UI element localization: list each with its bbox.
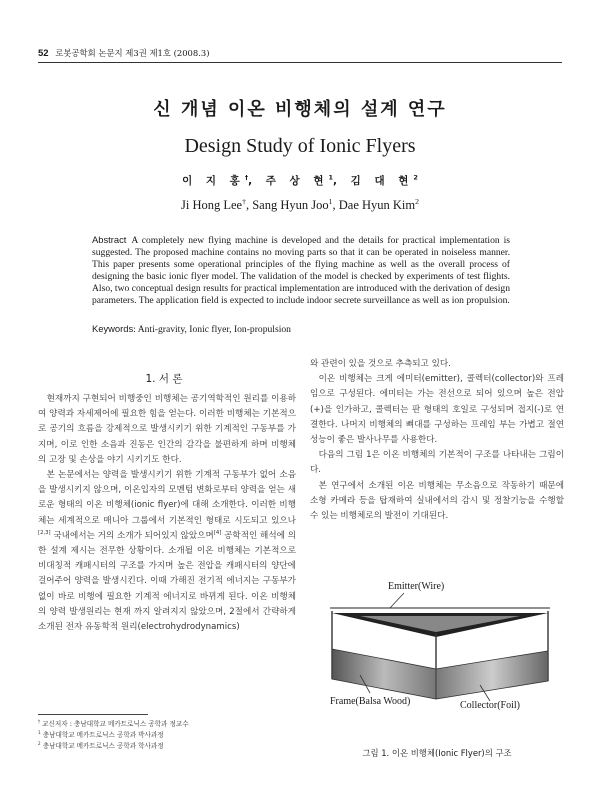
author-2-ko-mark: 1 [328, 173, 333, 182]
footnote-rule [38, 714, 148, 715]
keywords-text: : Anti-gravity, Ionic flyer, Ion-propulsion [133, 324, 291, 335]
paragraph: 본 연구에서 소개된 이온 비행체는 무소음으로 작동하기 때문에 소형 카메라 등을 탑재하여 실내에서의 감시 및 정찰기능을 수행할 수 있는 비행체로의 발전이 기대된다. [310, 480, 564, 522]
paragraph: 다음의 그림 1은 이온 비행체의 기본적이 구조를 나타내는 그림이다. [310, 450, 564, 476]
author-3-en: Dae Hyun Kim [338, 198, 416, 212]
footnote-text: 충남대학교 메카트로닉스 공학과 학사과정 [42, 742, 164, 750]
paragraph-text: 국내에서는 거의 소개가 되어있지 않았으며 [50, 530, 214, 541]
author-1-ko-mark: † [244, 173, 249, 182]
author-3-ko-mark: 2 [413, 173, 418, 182]
right-column [310, 357, 564, 524]
paragraph: 와 관련이 있을 것으로 추측되고 있다. [310, 359, 451, 369]
running-header [38, 47, 209, 59]
footnote-mark: 2 [38, 740, 41, 746]
footnote-text: 충남대학교 메카트로닉스 공학과 박사과정 [42, 731, 164, 739]
pointer-emitter [390, 593, 404, 608]
footnote-text: 교신저자 : 충남대학교 메카트로닉스 공학과 정교수 [42, 720, 189, 728]
journal-name: 로봇공학회 논문지 제3권 제1호 (2008.3) [55, 48, 210, 58]
author-2-ko: 주 상 현 [265, 175, 329, 187]
page-number: 52 [38, 48, 49, 59]
paragraph: 현재까지 구현되어 비행중인 비행체는 공기역학적인 원리를 이용하여 양력과 자세제어에 필요한 힘을 얻는다. 이러한 비행체는 기본적으로 공기의 흐름을 강제적으로 발생시키기 위한 기계적인 구동부를 가지며, 이로 인한 소음과 진동은 인간의 감각을 불편하게 하며 비행체의 고장 및 손상을 야기 시키기도 한다. [38, 394, 296, 465]
left-column [38, 392, 296, 635]
footnote-mark: † [38, 718, 41, 724]
title-english: Design Study of Ionic Flyers [184, 135, 416, 157]
citation: [4] [213, 529, 222, 536]
footnote [38, 730, 298, 741]
authors-english: Ji Hong Lee†, Sang Hyun Joo$^1$, Dae Hyun Kim$^2$ [180, 196, 419, 212]
header-rule [38, 62, 562, 63]
label-frame: Frame(Balsa Wood) [330, 696, 411, 707]
abstract-text: A completely new flying machine is developed and the details for practical implementation is suggested. The proposed machine contains no moving parts so that it can be operated in noiseless manner. This paper presents some operational principles of the flying machine as well as the overall process of designing the basic ionic flyer model. The validation of the model is checked by experiments of test flights. Also, two conceptual design results for practical implementation are introduced with the derivation of design parameters. The application field is expected to include indoor secrete surveillance as well as ion propulsion. [92, 235, 511, 307]
figure-ionic-flyer [320, 575, 570, 725]
label-collector: Collector(Foil) [460, 700, 520, 711]
footnote-mark: 1 [38, 729, 41, 735]
paragraph-text: 본 논문에서는 양력을 발생시키기 위한 기계적 구동부가 없어 소음을 발생시키지 않으며, 이온입자의 모멘텀 변화로부터 양력을 얻는 새로운 형태의 이온 비행체(ionic flyer)에 대해 소개한다. 이러한 비행체는 세계적으로 매니아 그룹에서 기본적인 형태로 시도되고 있으나 [38, 470, 296, 526]
author-3-ko: 김 대 현 [350, 175, 414, 187]
footnotes [38, 719, 298, 752]
footnote [38, 719, 298, 730]
keywords [92, 323, 510, 335]
collector-foil-left [332, 649, 436, 699]
footnote [38, 741, 298, 752]
figure-caption: 그림 1. 이온 비행체(Ionic Flyer)의 구조 [362, 748, 512, 758]
author-3-en-mark: 2 [415, 196, 419, 206]
title-korean: 신 개념 이온 비행체의 설계 연구 [153, 99, 447, 120]
abstract-label: Abstract [92, 234, 127, 245]
keywords-label: Keywords [92, 323, 134, 334]
paragraph: 이온 비행체는 크게 에미터(emitter), 콜렉터(collector)와 프레임으로 구성된다. 에미터는 가는 전선으로 되어 있으며 높은 전압(+)을 인가하고, 콜렉터는 판 형태의 호일로 구성되며 접지(-)로 연결한다. 나머지 비행체의 뼈대를 구성하는 프레임 부는 가볍고 절연성능이 좋은 발사나무를 사용한다. [310, 374, 564, 446]
author-1-en-mark: † [242, 196, 246, 206]
author-1-ko: 이 지 홍 [182, 175, 245, 187]
label-emitter: Emitter(Wire) [388, 581, 445, 592]
paragraph-text: 공학적인 해석에 의한 설계 제시는 전무한 상황이다. 소개될 이온 비행체는 기본적으로 비대칭적 캐패시터의 구조를 가지며 높은 전압을 캐패시터의 양단에 걸어주어 양력을 발생시킨다. 이때 가해진 전기적 에너지는 구동부가 없이 바로 비행에 필요한 기계적 에너지로 바뀌게 된다. 이온 비행체의 양력 발생원리는 현재 까지 알려지지 않았으며, 2절에서 간략하게 소개된 전자 유동학적 원리(electrohydrodynamics) [38, 530, 297, 633]
paragraph [38, 468, 296, 635]
authors-korean: 이 지 홍†, 주 상 현$^1$, 김 대 현$^2$ [182, 173, 418, 187]
author-1-en: Ji Hong Lee [180, 198, 243, 212]
collector-foil-right [436, 651, 548, 699]
citation: [2,3] [38, 529, 51, 536]
section-title: 1. 서 론 [145, 373, 183, 385]
author-2-en-mark: 1 [328, 196, 333, 206]
abstract [92, 234, 510, 308]
author-2-en: Sang Hyun Joo [252, 198, 329, 212]
